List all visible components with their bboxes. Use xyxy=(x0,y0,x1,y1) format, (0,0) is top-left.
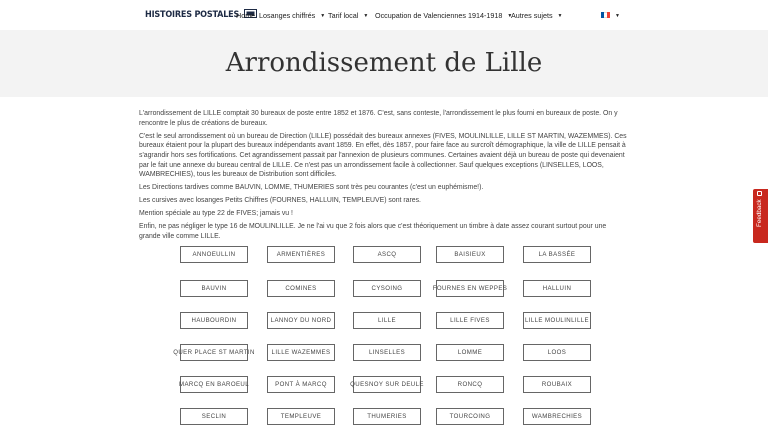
nav-home-label: Home xyxy=(236,11,256,20)
paragraph: Mention spéciale au type 22 de FIVES; jamais vu ! xyxy=(139,210,293,218)
top-navbar xyxy=(0,0,768,30)
nav-tarif-local[interactable] xyxy=(328,11,368,20)
chevron-down-icon: ▼ xyxy=(557,13,563,19)
intro-text xyxy=(139,109,629,245)
office-button[interactable]: BAISIEUX xyxy=(436,246,504,263)
nav-losanges-chiffres[interactable] xyxy=(259,11,325,20)
office-button[interactable]: LILLE FIVES xyxy=(436,312,504,329)
office-button[interactable]: COMINES xyxy=(267,280,335,297)
nav-tarif-label: Tarif local xyxy=(328,11,359,20)
paragraph: Les cursives avec losanges Petits Chiffres (FOURNES, HALLUIN, TEMPLEUVE) sont rares. xyxy=(139,197,421,205)
feedback-label-wrap xyxy=(756,191,763,227)
office-button[interactable]: ROUBAIX xyxy=(523,376,591,393)
office-button[interactable]: LANNOY DU NORD xyxy=(267,312,335,329)
office-button[interactable]: LILLE WAZEMMES xyxy=(267,344,335,361)
page-header xyxy=(0,30,768,97)
office-button[interactable]: PONT À MARCQ xyxy=(267,376,335,393)
office-button[interactable]: LA BASSÉE xyxy=(523,246,591,263)
office-button[interactable]: MARCQ EN BAROEUL xyxy=(180,376,248,393)
paragraph: Enfin, ne pas négliger le type 16 de MOULINLILLE. Je ne l'ai vu que 2 fois alors que c'est théoriquement un timbre à date assez courant surtout pour une grande ville comme LILLE. xyxy=(139,222,607,240)
language-dropdown[interactable] xyxy=(615,11,620,20)
office-button[interactable]: ASCQ xyxy=(353,246,421,263)
chevron-down-icon: ▼ xyxy=(615,13,620,19)
office-button[interactable]: LILLE xyxy=(353,312,421,329)
office-button[interactable]: RONCQ xyxy=(436,376,504,393)
office-button[interactable]: TEMPLEUVE xyxy=(267,408,335,425)
feedback-tab[interactable] xyxy=(753,189,768,243)
office-button[interactable]: CYSOING xyxy=(353,280,421,297)
office-button[interactable]: QUER PLACE ST MARTIN xyxy=(180,344,248,361)
nav-autres-sujets[interactable] xyxy=(511,11,563,20)
nav-losanges-label: Losanges chiffrés xyxy=(259,11,316,20)
office-button[interactable]: HALLUIN xyxy=(523,280,591,297)
office-button[interactable]: ANNOEULLIN xyxy=(180,246,248,263)
office-button[interactable]: ARMENTIÈRES xyxy=(267,246,335,263)
office-button[interactable]: LILLE MOULINLILLE xyxy=(523,312,591,329)
office-button[interactable]: LOMME xyxy=(436,344,504,361)
nav-home[interactable] xyxy=(236,11,255,20)
chevron-down-icon: ▼ xyxy=(507,13,513,19)
office-button[interactable]: QUESNOY SUR DEULE xyxy=(353,376,421,393)
page-title: Arrondissement de Lille xyxy=(225,48,543,78)
office-button[interactable]: WAMBRECHIES xyxy=(523,408,591,425)
paragraph: L'arrondissement de LILLE comptait 30 bureaux de poste entre 1852 et 1876. C'est, sans conteste, l'arrondissement le plus fourni en bureaux de poste. On y rencontre le plus de créations de bureaux. xyxy=(139,110,618,127)
nav-autres-label: Autres sujets xyxy=(511,11,553,20)
office-button[interactable]: TOURCOING xyxy=(436,408,504,425)
office-button[interactable]: FOURNES EN WEPPES xyxy=(436,280,504,297)
paragraph: C'est le seul arrondissement où un bureau de Direction (LILLE) possédait des bureaux annexes (FIVES, MOULINLILLE, LILLE ST MARTIN, WAZEMMES). Ces bureaux étaient pour la plupart des bureaux indépendants avant 1859. En effet, dès 1857, pour faire face au surcroît démographique, la ville de LILLE pensait à s'agrandir hors ses fortifications. Cet agrandissement passait par l'annexion de plusieurs communes. Certaines avaient déjà un bureau de poste qui devenaient par le fait une annexe du bureau central de LILLE. Ce n'est pas un arrondissement facile à collectionner. Sauf quelques exceptions (LINSELLES, LOOS, WAMBRECHIES), tous les bureaux de Distribution sont difficiles. xyxy=(139,132,627,179)
language-flag-icon[interactable] xyxy=(601,12,610,18)
nav-occupation-label: Occupation de Valenciennes 1914-1918 xyxy=(375,11,503,20)
office-button[interactable]: THUMERIES xyxy=(353,408,421,425)
logo-text: HISTOIRES POSTALES xyxy=(145,10,240,20)
feedback-icon xyxy=(757,191,762,196)
flag-stripe-red xyxy=(607,12,610,18)
chevron-down-icon: ▼ xyxy=(320,13,326,19)
paragraph: Les Directions tardives comme BAUVIN, LOMME, THUMERIES sont très peu courantes (c'est un euphémisme!). xyxy=(139,184,484,192)
office-button[interactable]: BAUVIN xyxy=(180,280,248,297)
chevron-down-icon: ▼ xyxy=(363,13,369,19)
feedback-label: Feedback xyxy=(756,199,763,227)
office-button[interactable]: LOOS xyxy=(523,344,591,361)
office-button[interactable]: SECLIN xyxy=(180,408,248,425)
nav-occupation-valenciennes[interactable] xyxy=(375,11,512,20)
office-button[interactable]: HAUBOURDIN xyxy=(180,312,248,329)
office-button[interactable]: LINSELLES xyxy=(353,344,421,361)
